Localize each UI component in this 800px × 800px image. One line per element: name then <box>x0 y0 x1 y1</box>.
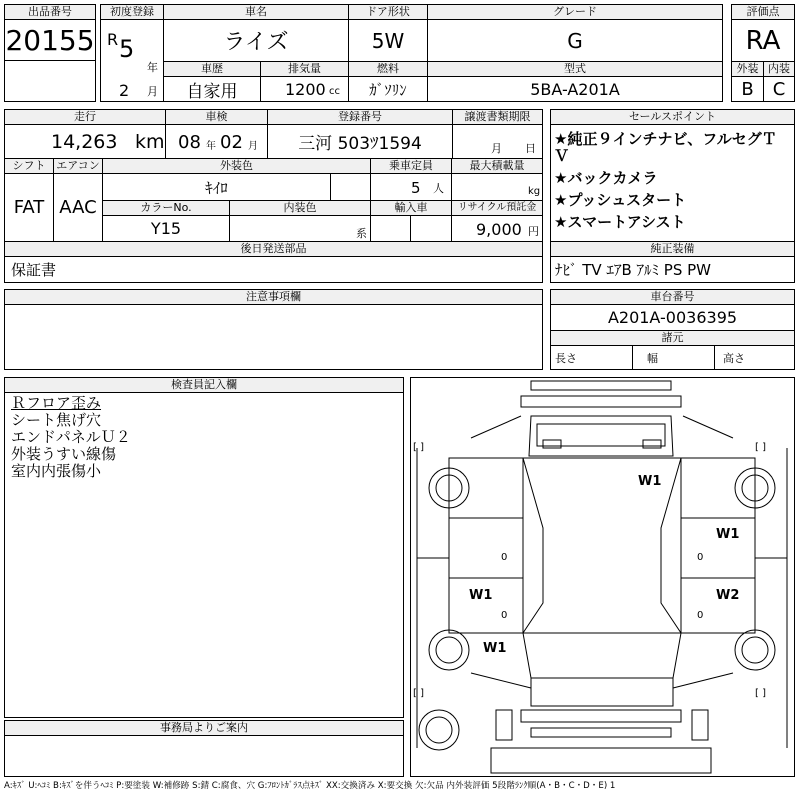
month-unit: 月 <box>147 85 158 98</box>
score: RA <box>745 25 781 56</box>
transfer-cell <box>452 124 543 159</box>
sales-points-label: セールスポイント <box>550 109 795 125</box>
shift-cell <box>4 173 54 242</box>
damage-mark: W2 <box>716 588 740 603</box>
dimensions-label: 諸元 <box>550 330 795 346</box>
car-name-cell <box>163 19 349 62</box>
damage-mark: W1 <box>638 474 662 489</box>
equipment: ﾅﾋﾞ TV ｴｱB ｱﾙﾐ PS PW <box>555 261 711 279</box>
equipment-label: 純正装備 <box>550 241 795 257</box>
stock-no-label: 出品番号 <box>4 4 96 20</box>
fuel-cell <box>348 76 428 102</box>
damage-mark: W1 <box>716 527 740 542</box>
chassis-label: 車台番号 <box>550 289 795 305</box>
inspector-label: 検査員記入欄 <box>4 377 404 393</box>
zero-mark: 0 <box>697 552 704 563</box>
load-label: 最大積載量 <box>451 158 543 174</box>
capacity-label: 乗車定員 <box>370 158 452 174</box>
later-parts-cell <box>4 256 543 283</box>
color-extra-cell <box>330 173 371 201</box>
history: 自家用 <box>186 81 238 101</box>
stock-no: 20155 <box>5 23 95 57</box>
spare-wheel <box>419 710 459 750</box>
recycle-fee: 9,000 <box>476 220 522 239</box>
ac-cell <box>53 173 103 242</box>
later-parts-label: 後日発送部品 <box>4 241 543 257</box>
sales-points <box>550 124 795 242</box>
load-cell <box>451 173 543 201</box>
width-cell <box>632 345 715 370</box>
displacement-unit: cc <box>329 86 340 97</box>
transfer-label: 譲渡書類期限 <box>452 109 543 125</box>
left-side <box>449 458 523 633</box>
mileage-label: 走行 <box>4 109 166 125</box>
height-cell <box>714 345 795 370</box>
score-label: 評価点 <box>731 4 795 20</box>
displacement-label: 排気量 <box>260 61 349 77</box>
wheel-rear-left-inner <box>436 637 462 663</box>
rear-fender-lines <box>471 673 733 688</box>
zero-mark: 0 <box>697 610 704 621</box>
inspection-year-unit: 年 <box>206 141 216 152</box>
office-label: 事務局よりご案内 <box>4 720 404 736</box>
inspector-line: 外装うすい線傷 <box>11 445 117 463</box>
damage-mark: W1 <box>469 588 493 603</box>
inspection-year: 08 <box>178 132 201 153</box>
inspection-label: 車検 <box>165 109 268 125</box>
colorno-cell <box>102 215 230 242</box>
width-label: 幅 <box>647 352 658 365</box>
bracket-mark: [ ] <box>755 442 766 453</box>
fuel-label: 燃料 <box>348 61 428 77</box>
damage-mark: W1 <box>483 641 507 656</box>
recycle-label: リサイクル預託金 <box>451 200 543 216</box>
wheel-rear-right <box>735 630 775 670</box>
import-cell-a <box>370 215 411 242</box>
exterior-color: ｷｲﾛ <box>205 178 228 197</box>
import-label: 輸入車 <box>370 200 452 216</box>
rear-glass <box>523 633 681 678</box>
color-cell <box>102 173 331 201</box>
history-cell <box>163 76 261 102</box>
inspector-line: シート焦げ穴 <box>11 411 102 429</box>
exterior-cell <box>731 76 764 102</box>
first-reg-month: 2 <box>119 81 130 100</box>
fuel: ｶﾞｿﾘﾝ <box>369 80 407 99</box>
exterior-grade: B <box>741 78 754 100</box>
score-cell <box>731 19 795 62</box>
length-label: 長さ <box>555 352 577 365</box>
ac-label: エアコン <box>53 158 103 174</box>
rear-bumper-lower <box>531 728 671 737</box>
wiper-right <box>643 440 661 448</box>
equipment-cell <box>550 256 795 283</box>
spare-wheel-inner <box>426 717 452 743</box>
mileage-cell <box>4 124 166 159</box>
car-name-label: 車名 <box>163 4 349 20</box>
door-label: ドア形状 <box>348 4 428 20</box>
notes-cell <box>4 304 543 370</box>
air-conditioner: AAC <box>59 197 97 218</box>
recycle-cell <box>451 215 543 242</box>
sales-point-item: ★プッシュスタート <box>554 191 687 209</box>
hood <box>529 416 673 456</box>
inspector-line: エンドパネルＵ２ <box>11 428 131 446</box>
rear-light-right <box>692 710 708 740</box>
height-label: 高さ <box>723 352 745 365</box>
rear-bumper <box>521 710 681 722</box>
inspection-cell <box>165 124 268 159</box>
chassis-number: A201A-0036395 <box>607 308 738 327</box>
stock-no-blank <box>4 60 96 102</box>
load-unit: kg <box>528 186 541 197</box>
color-label: 外装色 <box>102 158 371 174</box>
car-diagram-svg <box>411 378 794 776</box>
recycle-unit: 円 <box>528 225 539 238</box>
door-cell <box>348 19 428 62</box>
sales-point-item: ★スマートアシスト <box>554 213 686 231</box>
grade-label: グレード <box>427 4 723 20</box>
inspector-notes <box>4 392 404 718</box>
inspector-line: Ｒフロア歪み <box>11 394 102 412</box>
interior-label: 内装 <box>763 61 795 77</box>
first-reg-label: 初度登録 <box>100 4 164 20</box>
front-bumper-lower <box>521 396 681 407</box>
grade-cell <box>427 19 723 62</box>
model-cell <box>427 76 723 102</box>
chassis-cell <box>550 304 795 331</box>
first-reg-year: 5 <box>119 35 135 63</box>
inspection-month: 02 <box>220 132 243 153</box>
floor <box>491 748 711 773</box>
interior-grade: C <box>772 78 786 100</box>
wiper-left <box>543 440 561 448</box>
sales-point-item: ★バックカメラ <box>554 169 658 187</box>
import-cell-b <box>410 215 452 242</box>
car-diagram <box>410 377 795 777</box>
capacity-cell <box>370 173 452 201</box>
exterior-label: 外装 <box>731 61 764 77</box>
bracket-mark: [ ] <box>413 688 424 699</box>
wheel-rear-left <box>429 630 469 670</box>
plate-cell <box>267 124 453 159</box>
interior-color-unit: 系 <box>356 227 367 240</box>
zero-mark: 0 <box>501 552 508 563</box>
wheel-rear-right-inner <box>742 637 768 663</box>
office-cell <box>4 735 404 777</box>
door-type: 5W <box>371 28 405 53</box>
capacity: 5 <box>411 179 421 197</box>
front-bumper <box>531 381 671 390</box>
length-cell <box>550 345 633 370</box>
interior-color-label: 内装色 <box>229 200 371 216</box>
inspection-month-unit: 月 <box>248 141 258 152</box>
history-label: 車歴 <box>163 61 261 77</box>
zero-mark: 0 <box>501 610 508 621</box>
shift: FAT <box>13 197 45 218</box>
bracket-mark: [ ] <box>413 442 424 453</box>
displacement-cell <box>260 76 349 102</box>
transfer-day: 日 <box>525 142 536 155</box>
transfer-month: 月 <box>491 142 502 155</box>
displacement: 1200 <box>285 80 326 99</box>
bracket-mark: [ ] <box>755 688 766 699</box>
inspector-line: 室内内張傷小 <box>11 462 102 480</box>
grade: G <box>567 28 583 53</box>
car-name: ライズ <box>223 30 289 55</box>
shift-label: シフト <box>4 158 54 174</box>
first-reg-cell <box>100 19 164 102</box>
stock-no-cell <box>4 19 96 61</box>
front-fender-lines <box>471 416 733 438</box>
plate-number: 三河 503ﾂ1594 <box>298 134 422 154</box>
year-unit: 年 <box>147 61 158 74</box>
rear-light-left <box>496 710 512 740</box>
trunk <box>531 678 673 706</box>
interior-color-cell <box>229 215 371 242</box>
front-glass <box>537 424 665 446</box>
mileage-unit: km <box>135 131 165 153</box>
later-parts: 保証書 <box>11 261 57 279</box>
sales-point-item: ★純正９インチナビ、フルセグＴＶ <box>554 130 777 165</box>
legend: A:ｷｽﾞ U:ﾍｺﾐ B:ｷｽﾞを伴うﾍｺﾐ P:要塗装 W:補修跡 S:錆 C:腐食、穴 G:ﾌﾛﾝﾄｶﾞﾗｽ点ｷｽﾞ XX:交換済み X:要交換 欠:欠品 内外装評価 5段階ﾗﾝｸ順(A・B・C・D・E) 1 <box>4 781 616 791</box>
right-side <box>681 458 755 633</box>
mileage: 14,263 <box>51 131 118 153</box>
color-number: Y15 <box>150 219 182 238</box>
colorno-label: カラーNo. <box>102 200 230 216</box>
capacity-unit: 人 <box>433 182 444 195</box>
model: 5BA-A201A <box>530 79 620 99</box>
era: R <box>107 30 119 49</box>
model-label: 型式 <box>427 61 723 77</box>
notes-label: 注意事項欄 <box>4 289 543 305</box>
plate-label: 登録番号 <box>267 109 453 125</box>
interior-cell <box>763 76 795 102</box>
